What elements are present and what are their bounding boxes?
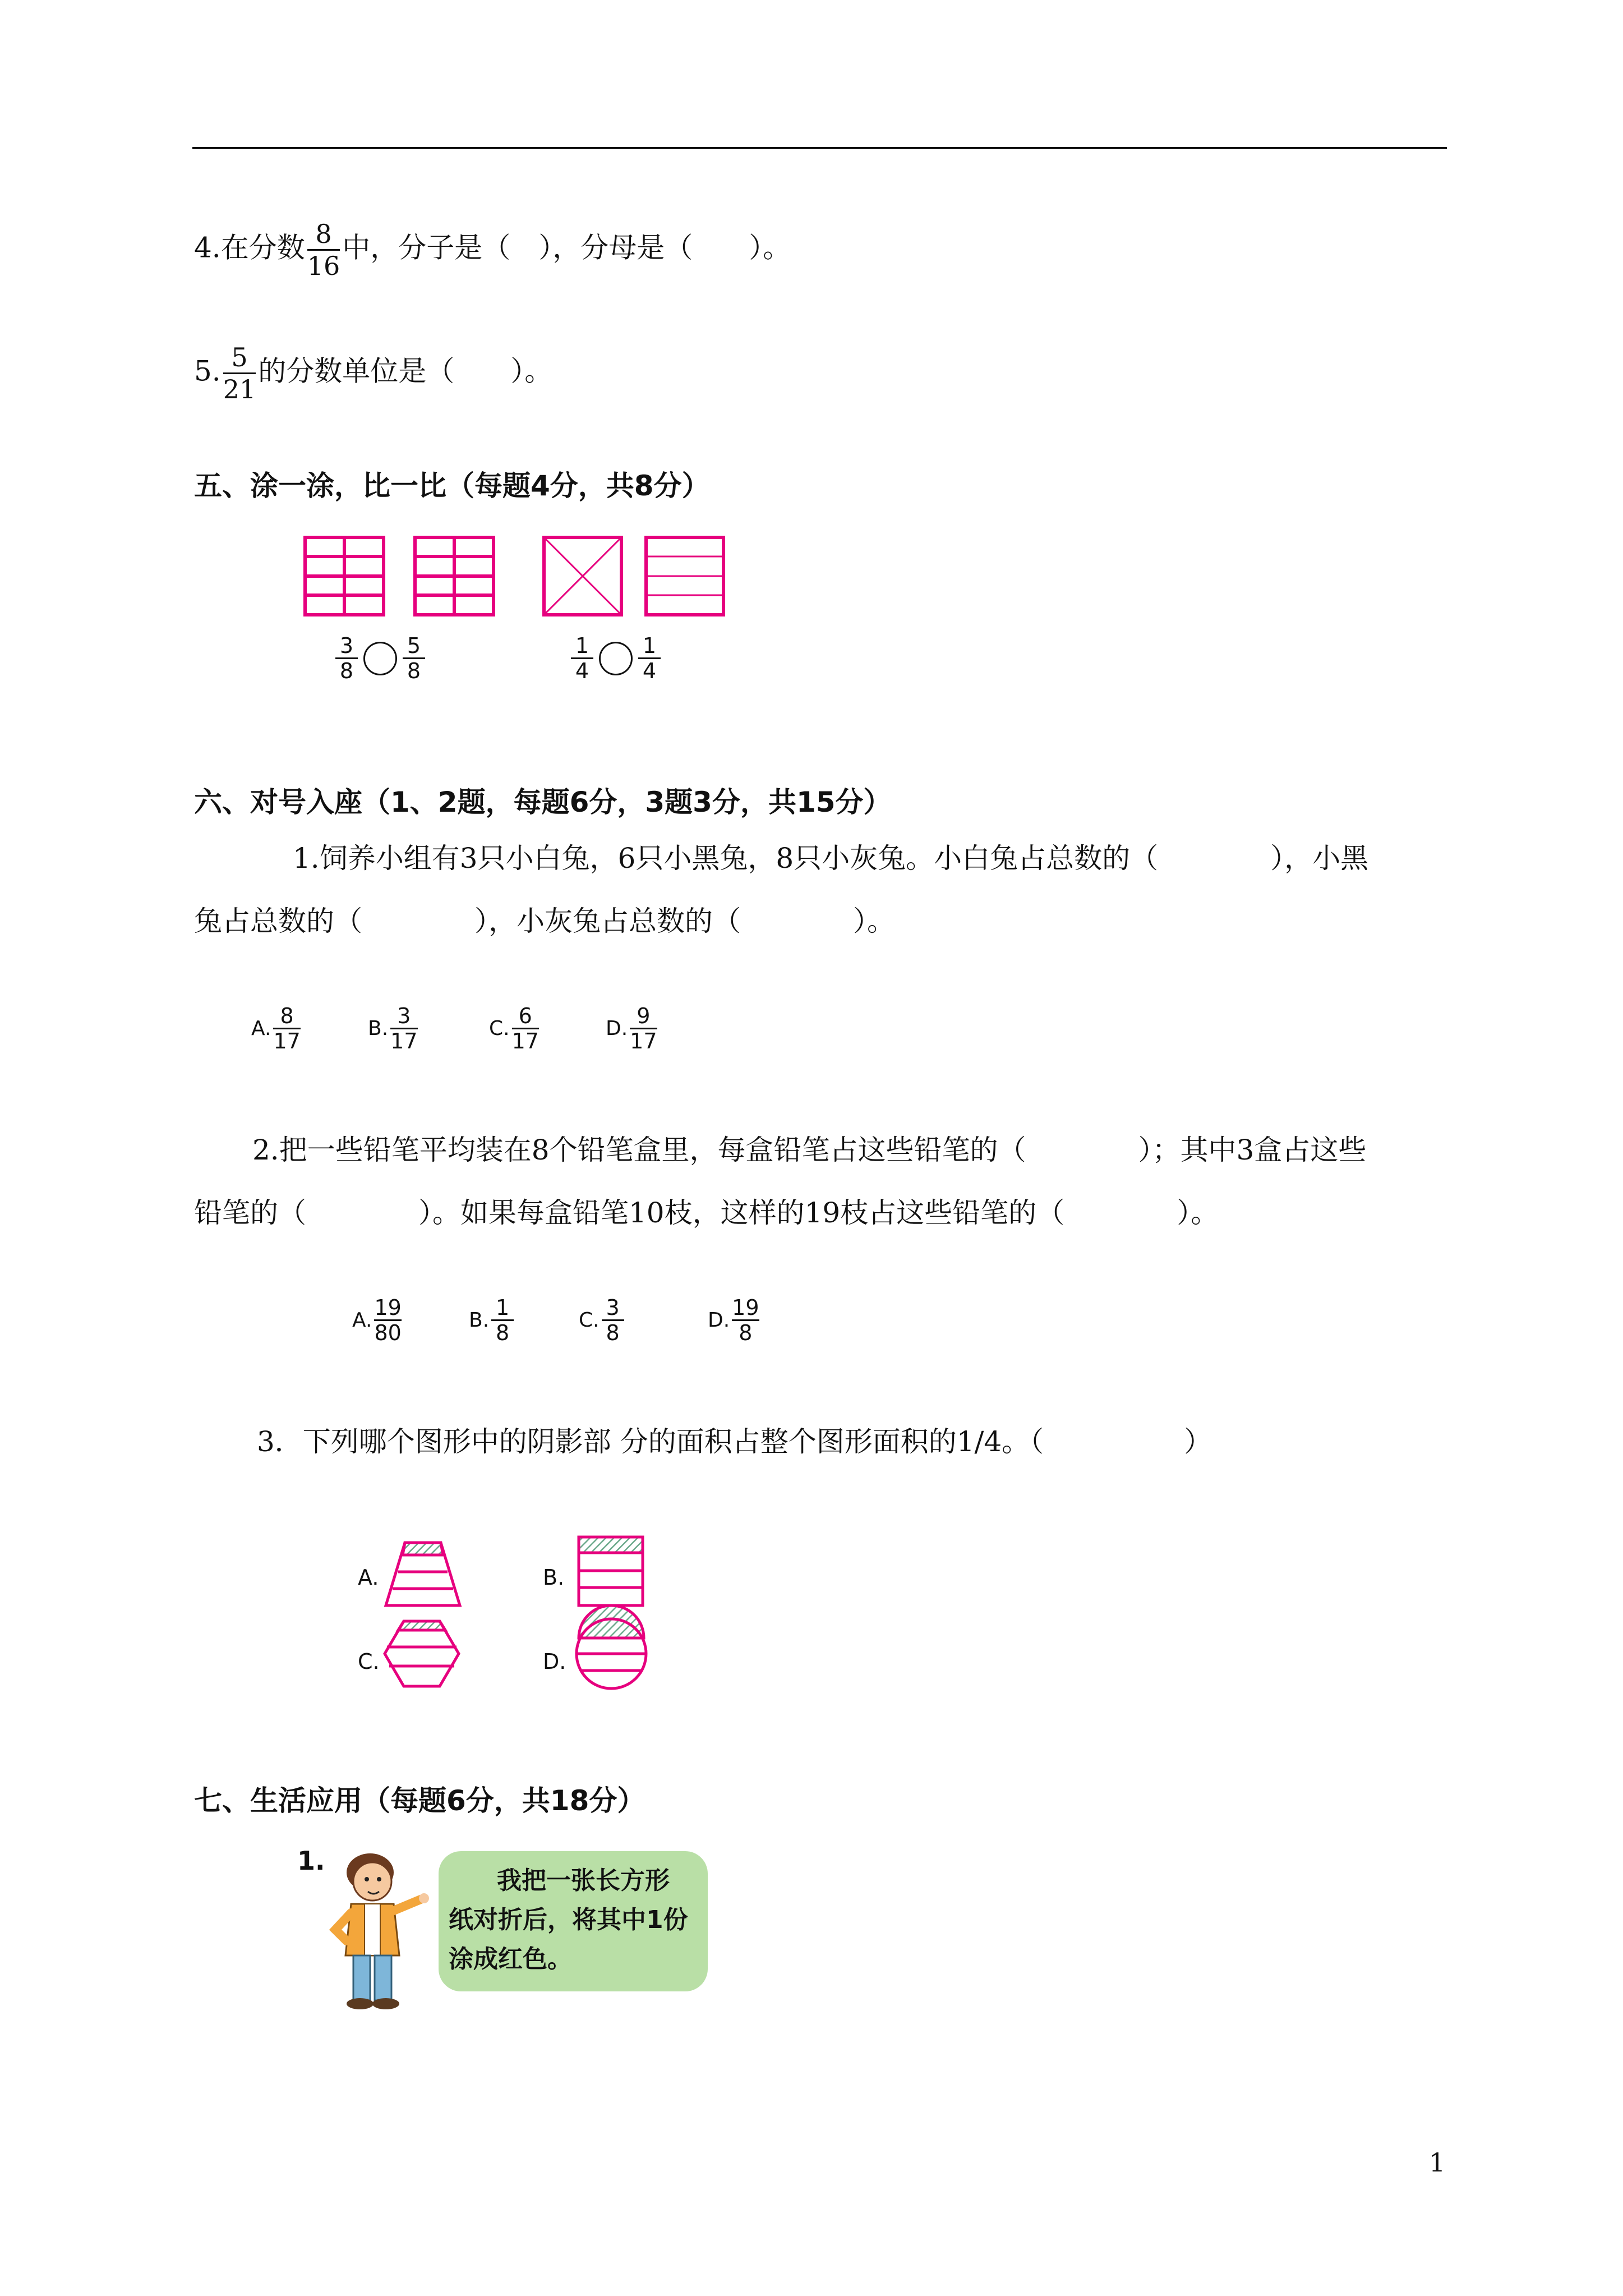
q4-suffix: 中，分子是（ ），分母是（ ）。	[342, 231, 791, 264]
q6-1-line-1: 1.饲养小组有3只小白兔，6只小黑兔，8只小灰兔。小白兔占总数的（ ），小黑	[293, 842, 1369, 875]
q6-1-line-2: 兔占总数的（ ），小灰兔占总数的（ ）。	[194, 905, 895, 937]
section-7-title: 七、生活应用（每题6分，共18分）	[194, 1784, 645, 1817]
q6-2-line-1: 2.把一些铅笔平均装在8个铅笔盒里，每盒铅笔占这些铅笔的（ ）；其中3盒占这些	[252, 1134, 1367, 1166]
header-rule	[192, 147, 1447, 149]
compare-2-circle[interactable]	[599, 642, 633, 675]
q6-1-option-a[interactable]: A. 8 17	[251, 1004, 301, 1053]
section-7-item-label: 1.	[297, 1846, 325, 1876]
q5-denominator: 21	[223, 374, 256, 404]
q6-2-option-d[interactable]: D. 19 8	[708, 1295, 759, 1345]
q6-1-option-c[interactable]: C. 6 17	[489, 1004, 539, 1053]
compare-2-right-fraction: 1 4	[638, 634, 661, 683]
q4-denominator: 16	[307, 251, 340, 281]
q6-2-line-2: 铅笔的（ ）。如果每盒铅笔10枝，这样的19枝占这些铅笔的（ ）。	[194, 1197, 1219, 1229]
q6-3-option-d-label: D.	[543, 1649, 566, 1674]
q6-3-line: 3．下列哪个图形中的阴影部 分的面积占整个图形面积的1/4。（ ）	[257, 1425, 1212, 1458]
q6-3-option-b-label: B.	[543, 1565, 565, 1590]
cartoon-boy-illustration	[319, 1846, 442, 2014]
section-5-figures	[297, 533, 735, 623]
shape-c-hexagon[interactable]	[385, 1621, 459, 1686]
q5-prefix: 5.	[194, 355, 221, 388]
bubble-line-2: 纸对折后，将其中1份	[449, 1906, 688, 1934]
q6-1-option-b[interactable]: B. 3 17	[368, 1004, 418, 1053]
section-5-title: 五、涂一涂，比一比（每题4分，共8分）	[194, 470, 710, 502]
q4-fraction	[307, 219, 340, 281]
q6-1-option-d[interactable]: D. 9 17	[606, 1004, 657, 1053]
question-4	[194, 219, 791, 281]
q5-fraction	[223, 342, 256, 404]
q4-numerator: 8	[315, 219, 332, 249]
compare-2-left-fraction: 1 4	[571, 634, 593, 683]
compare-2	[571, 634, 661, 683]
q6-2-option-a[interactable]: A. 19 80	[352, 1295, 402, 1345]
q6-2-option-c[interactable]: C. 3 8	[579, 1296, 624, 1345]
q6-3-option-a-label: A.	[358, 1565, 379, 1590]
compare-1-circle[interactable]	[363, 642, 397, 675]
bubble-line-3: 涂成红色。	[449, 1945, 572, 1973]
q4-prefix: 4.在分数	[194, 231, 305, 264]
compare-1-left-fraction: 3 8	[335, 634, 358, 683]
bubble-line-1: 我把一张长方形	[497, 1866, 670, 1895]
q6-3-shapes	[381, 1531, 662, 1700]
section-6-title: 六、对号入座（1、2题，每题6分，3题3分，共15分）	[194, 786, 892, 818]
shape-d-circle[interactable]	[577, 1605, 646, 1688]
question-5	[194, 342, 552, 404]
q6-3-option-c-label: C.	[358, 1649, 380, 1674]
compare-1-right-fraction: 5 8	[403, 634, 425, 683]
shape-b-rectangle[interactable]	[579, 1537, 643, 1605]
q5-suffix: 的分数单位是（ ）。	[258, 355, 553, 388]
q5-numerator: 5	[231, 342, 248, 372]
page-number: 1	[1429, 2147, 1446, 2178]
compare-1	[335, 634, 425, 683]
q6-2-option-b[interactable]: B. 1 8	[469, 1296, 514, 1345]
shape-a-trapezoid[interactable]	[386, 1543, 460, 1605]
